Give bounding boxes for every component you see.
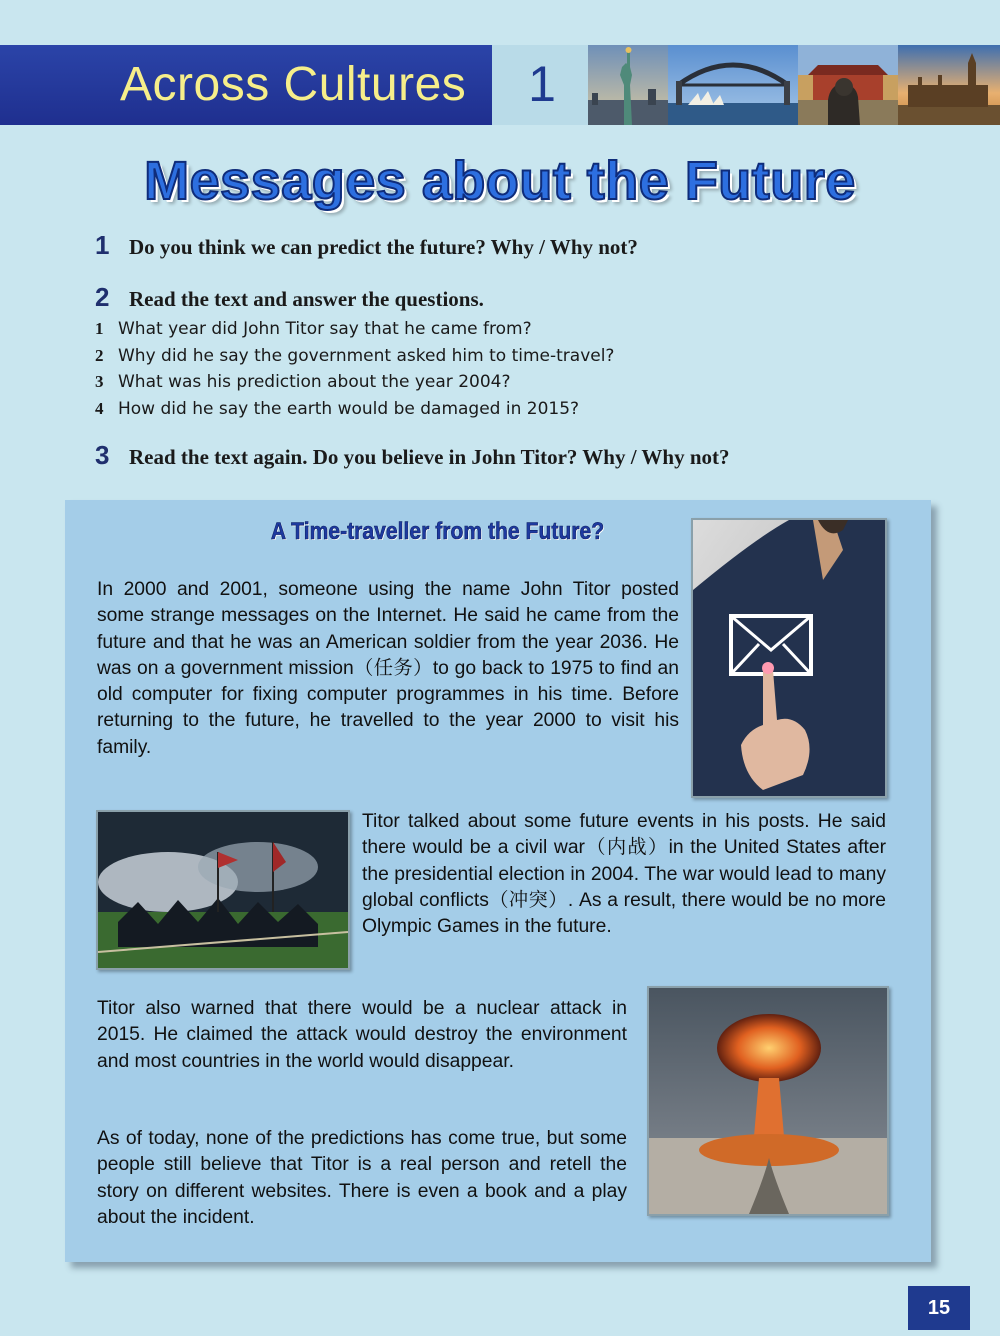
question-number: 1 — [95, 319, 104, 338]
reading-paragraph-3: Titor also warned that there would be a nuclear attack in 2015. He claimed the attack would destroy the environment and most countries in the world would disappear. — [97, 998, 627, 1072]
task-number: 1 — [95, 230, 110, 260]
task-text: Read the text and answer the questions. — [129, 287, 484, 311]
task-text: Do you think we can predict the future? Why / Why not? — [129, 235, 638, 259]
london-parliament-photo — [898, 45, 1000, 125]
section-title: Across Cultures — [120, 58, 467, 111]
list-item — [95, 343, 614, 370]
reading-paragraph-1: In 2000 and 2001, someone using the name John Titor posted some strange messages on the Internet. He said he came from the future and that he was an American soldier from the year 2036. He was on a government mission（任务）to go back to 1975 to find an old computer for fixing computer programmes in his time. Before returning to the future, he travelled to the year 2000 to visit his family. — [97, 579, 679, 758]
task-2 — [95, 282, 484, 313]
list-item — [95, 396, 614, 423]
civil-war-battle-photo — [96, 810, 350, 970]
task-number: 2 — [95, 282, 110, 312]
question-text: Why did he say the government asked him to time-travel? — [118, 345, 615, 366]
envelope-touch-photo — [691, 518, 887, 798]
unit-header — [0, 45, 1000, 125]
question-text: What year did John Titor say that he came from? — [118, 319, 532, 339]
nuclear-explosion-photo — [647, 986, 889, 1216]
header-photo-strip — [588, 45, 1000, 125]
chinese-lion-photo — [798, 45, 898, 125]
statue-of-liberty-photo — [588, 45, 668, 125]
question-text: What was his prediction about the year 2004? — [118, 372, 511, 392]
question-number: 4 — [95, 398, 104, 418]
task-1 — [95, 230, 638, 261]
list-item — [95, 316, 614, 343]
task-3 — [95, 440, 730, 471]
task-number: 3 — [95, 440, 110, 470]
unit-number-box — [492, 45, 588, 125]
question-list — [95, 316, 614, 422]
header-blue-block — [0, 45, 492, 125]
task-text: Read the text again. Do you believe in John Titor? Why / Why not? — [129, 445, 730, 469]
question-number: 2 — [95, 345, 104, 365]
sydney-harbour-photo — [668, 45, 798, 125]
question-text: How did he say the earth would be damaged in 2015? — [118, 398, 580, 419]
question-number: 3 — [95, 372, 104, 391]
unit-number: 1 — [528, 56, 556, 112]
reading-paragraph-4: As of today, none of the predictions has come true, but some people still believe that Titor is a real person and retell the story on different websites. There is even a book and a play about the incident. — [97, 1128, 627, 1228]
page-number: 15 — [908, 1286, 970, 1330]
reading-title: A Time-traveller from the Future? — [270, 518, 605, 545]
reading-paragraph-2: Titor talked about some future events in his posts. He said there would be a civil war（内战）in the United States after the presidential election in 2004. The war would lead to many global conflicts（冲突）. As a result, there would be no more Olympic Games in the future. — [362, 811, 886, 938]
list-item — [95, 369, 614, 396]
page-title: Messages about the Future — [144, 151, 856, 211]
